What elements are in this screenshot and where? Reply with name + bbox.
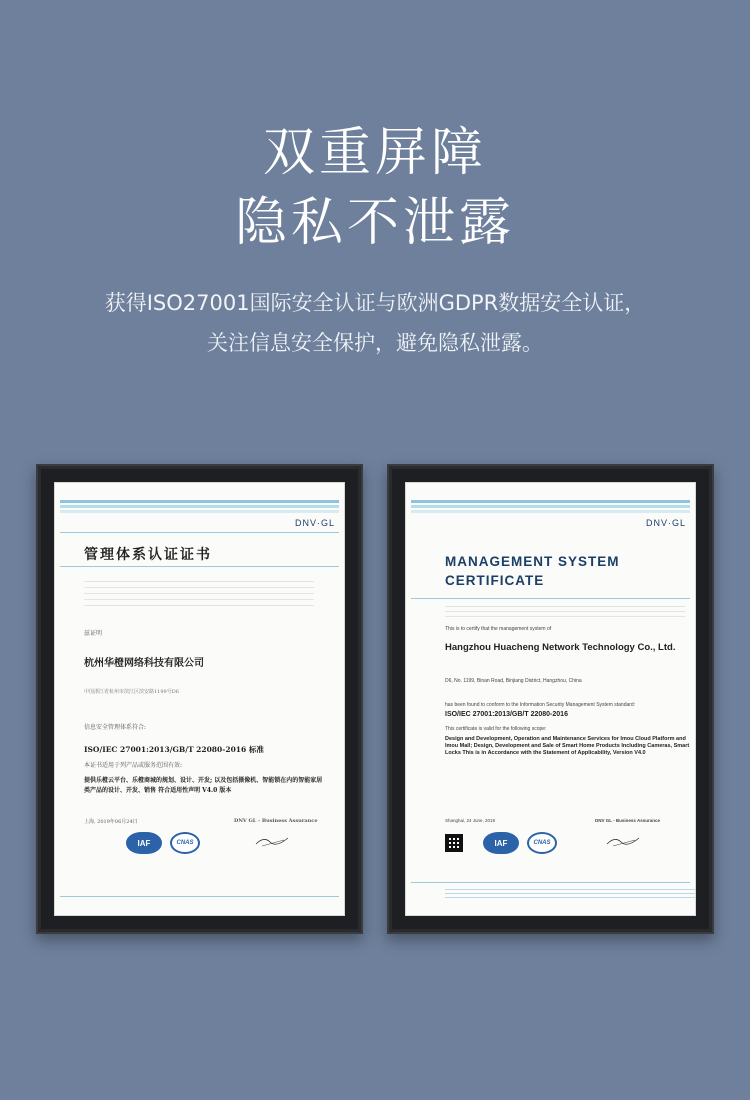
intro-label: 兹证明 (84, 630, 103, 637)
brand-logo: DNV·GL (645, 518, 686, 528)
company-address: 中国浙江省杭州市滨江区滨安路1199号D6 (84, 689, 179, 695)
header-stripes (60, 500, 339, 514)
intro-text: This is to certify that the management system of (445, 626, 552, 632)
footer-text-block (445, 886, 695, 898)
divider (60, 896, 339, 897)
company-address: D6, No. 1199, Binan Road, Binjiang District, Hangzhou, China (445, 678, 582, 684)
conform-text: has been found to conform to the Information Security Management System standard: (445, 702, 636, 708)
header-stripes (411, 500, 690, 514)
signer: DNV GL - Business Assurance (234, 818, 318, 824)
scope-text: 提供乐橙云平台、乐橙商城的规划、设计、开发; 以及包括摄像机、智能锁在内的智能家居类产品的设计、开发、销售 符合适用性声明 V4.0 版本 (84, 777, 323, 794)
standard-text: ISO/IEC 27001:2013/GB/T 22080-2016 标准 (84, 745, 264, 754)
certificate-title-line-2: CERTIFICATE (445, 573, 545, 588)
certificate-frame-english (387, 464, 714, 934)
certificate-frame-chinese (36, 464, 363, 934)
cnas-logo: CNAS (527, 832, 557, 854)
subtitle-line-1: 获得ISO27001国际安全认证与欧洲GDPR数据安全认证， (104, 291, 646, 315)
certificate-paper (405, 482, 696, 916)
date-place: Shanghai, 24 June, 2019 (445, 818, 496, 823)
iaf-logo: IAF (126, 832, 162, 854)
certificate-paper (54, 482, 345, 916)
divider (411, 882, 690, 883)
company-name: Hangzhou Huacheng Network Technology Co., Ltd. (445, 642, 676, 653)
scope-label: 本证书适用于列产品或服务范围有效: (84, 762, 183, 769)
iaf-logo: IAF (483, 832, 519, 854)
signature-icon (605, 834, 641, 848)
standard-text: ISO/IEC 27001:2013/GB/T 22080-2016 (445, 711, 568, 718)
divider (60, 532, 339, 533)
certificate-meta-block (84, 576, 314, 606)
qr-code-icon (445, 834, 463, 852)
certificate-title (445, 552, 620, 590)
scope-label: This certificate is valid for the following scope: (445, 726, 547, 732)
headline-line-1: 双重屏障 (262, 123, 487, 183)
signature-icon (254, 834, 290, 848)
cnas-logo: CNAS (170, 832, 200, 854)
certificate-title: 管理体系认证证书 (84, 547, 212, 563)
headline-line-2: 隐私不泄露 (234, 193, 515, 253)
company-name: 杭州华橙网络科技有限公司 (84, 658, 204, 669)
signer: DNV GL - Business Assurance (595, 818, 661, 823)
scope-text: Design and Development, Operation and Maintenance Services for Imou Cloud Platform and Imou Mall; Design, Development and Sale of Smart Home Products Including Cameras, Smart Locks This is in Accordance with the Statement of Applicability, Version V4.0 (445, 736, 690, 756)
divider (60, 566, 339, 567)
certificate-meta-block (445, 602, 685, 618)
conform-label: 信息安全管理体系符合: (84, 724, 147, 731)
date-place: 上海, 2019年06月24日 (84, 819, 138, 825)
divider (411, 598, 690, 599)
certificate-title-line-1: MANAGEMENT SYSTEM (445, 554, 620, 569)
brand-logo: DNV·GL (294, 518, 335, 528)
subtitle-line-2: 关注信息安全保护，避免隐私泄露。 (207, 331, 543, 355)
